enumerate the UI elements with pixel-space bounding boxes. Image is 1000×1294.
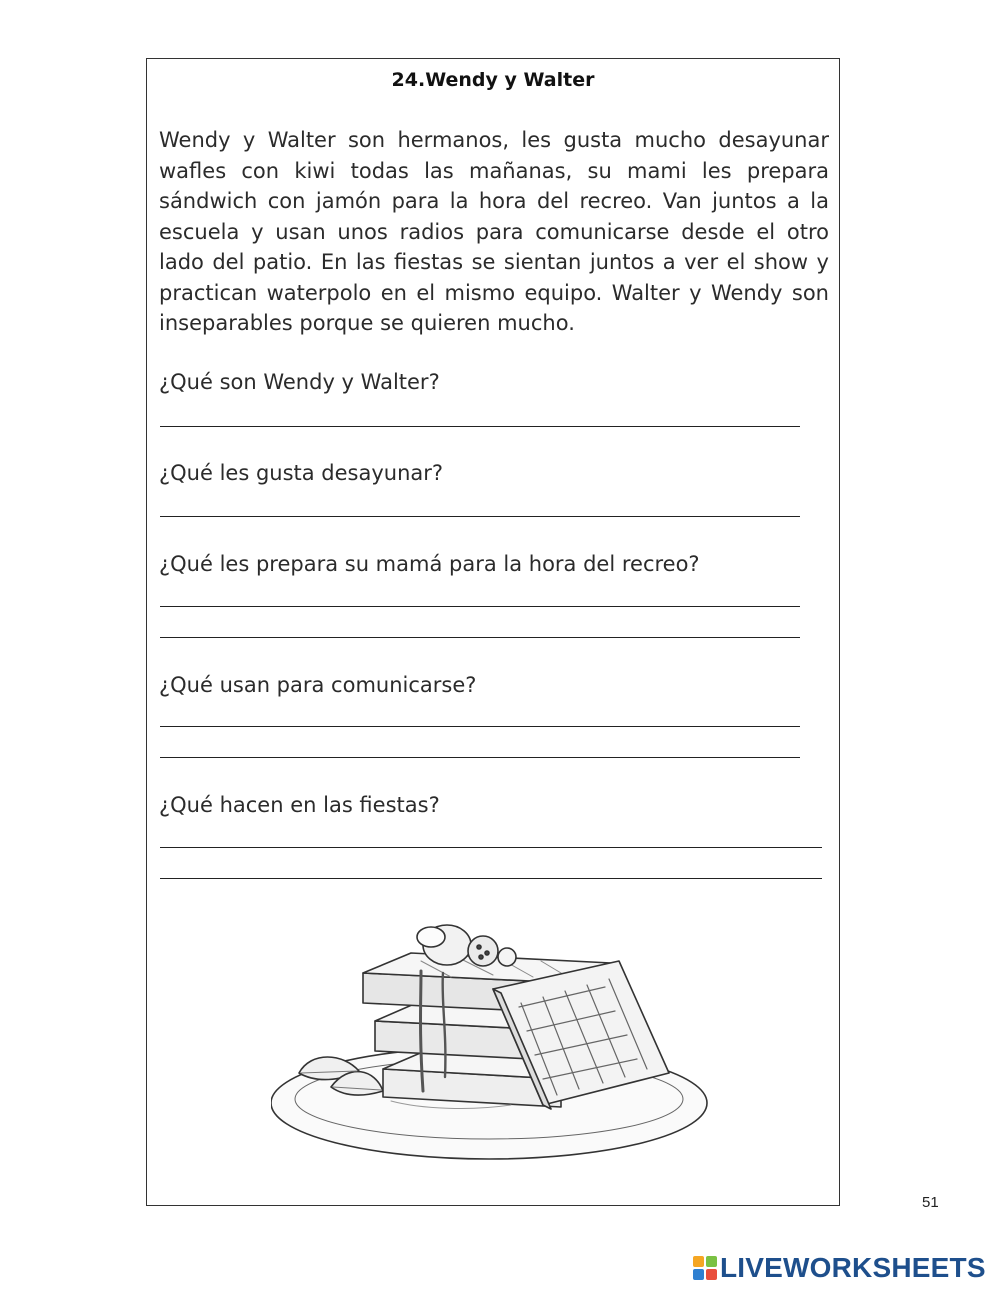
answer-line-3a[interactable] [160,606,800,607]
worksheet-title: 24.Wendy y Walter [391,69,595,91]
brand-name: LIVEWORKSHEETS [720,1252,986,1283]
question-4: ¿Qué usan para comunicarse? [159,673,477,697]
answer-line-5a[interactable] [160,847,822,848]
worksheet-frame [146,58,840,1206]
story-paragraph: Wendy y Walter son hermanos, les gusta mucho desayunar wafles con kiwi todas las mañanas, su mami les prepara sándwich con jamón para la hora del recreo. Van juntos a la escuela y usan unos radios para comunicarse desde el otro lado del patio. En las fiestas se sientan juntos a ver el show y practican waterpolo en el mismo equipo. Walter y Wendy son inseparables porque se quieren mucho. [159,128,829,335]
answer-line-4a[interactable] [160,726,800,727]
question-5: ¿Qué hacen en las fiestas? [159,793,440,817]
answer-line-1[interactable] [160,426,800,427]
question-1: ¿Qué son Wendy y Walter? [159,370,440,394]
question-3: ¿Qué les prepara su mamá para la hora del recreo? [159,552,700,576]
liveworksheets-logo-icon [693,1256,717,1280]
answer-line-5b[interactable] [160,878,822,879]
waffles-plate-icon [271,911,731,1173]
answer-line-2[interactable] [160,516,800,517]
answer-line-4b[interactable] [160,757,800,758]
question-2: ¿Qué les gusta desayunar? [159,461,444,485]
answer-line-3b[interactable] [160,637,800,638]
brand-logo[interactable] [693,1252,986,1284]
page-number: 51 [922,1194,939,1211]
